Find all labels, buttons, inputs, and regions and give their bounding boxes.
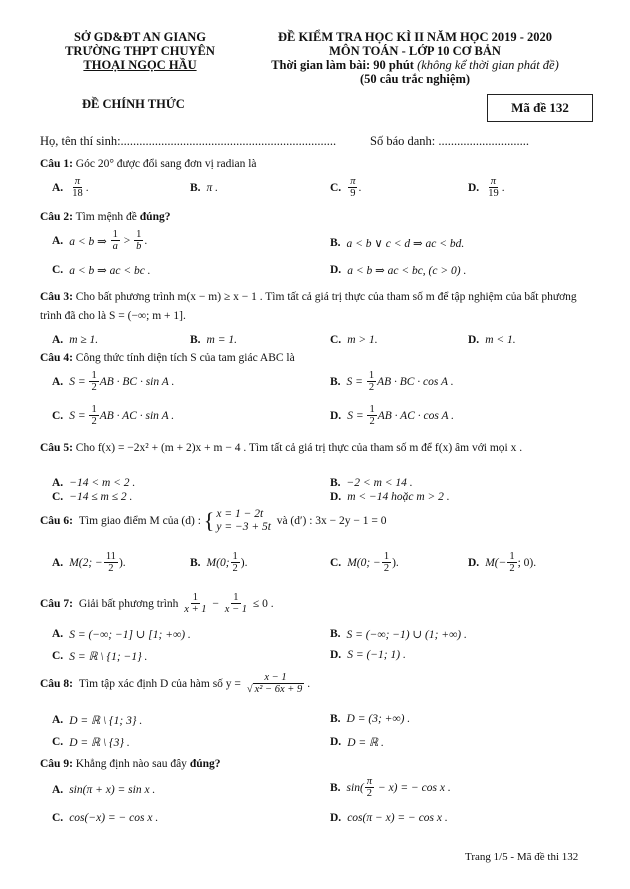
school-name-2: THOẠI NGỌC HẦU [83, 58, 197, 72]
question-5: Câu 5: Cho f(x) = −2x² + (m + 2)x + m − 4 . Tìm tất cả giá trị thực của tham số m để f(x) âm với mọi x . [40, 442, 523, 454]
q3-option-c: C. m > 1. [330, 334, 378, 346]
q1-option-a: A. $\frac{\pi}{18}$ . [52, 176, 89, 199]
q3-option-d: D. m < 1. [468, 334, 516, 346]
question-9: Câu 9: Khẳng định nào sau đây đúng? [40, 758, 221, 770]
question-count: (50 câu trắc nghiệm) [359, 72, 471, 86]
question-4: Câu 4: Công thức tính diện tích S của tam giác ABC là [40, 352, 295, 364]
q6-option-c: C. M(0; − $\frac{1}{2}$ ). [330, 551, 399, 574]
q7-option-b: B. S = (−∞; −1) ∪ (1; +∞) . [330, 628, 467, 641]
exam-title: ĐỀ KIỂM TRA HỌC KÌ II NĂM HỌC 2019 - 2020 [277, 30, 553, 44]
q5-option-d: D. m < −14 hoặc m > 2 . [330, 491, 450, 503]
q5-option-a: A. −14 < m < 2 . [52, 477, 136, 489]
q2-option-c: C. a < b ⇒ ac < bc . [52, 264, 151, 277]
q4-option-d: D. S = $\frac{1}{2}$ AB · AC · cos A . [330, 404, 455, 427]
student-id-line: Số báo danh: ............................. [370, 134, 530, 148]
exam-code-box: Mã đề 132 [487, 94, 593, 122]
question-1: Câu 1: Góc 20° được đổi sang đơn vị radian là [40, 158, 257, 170]
q6-option-d: D. M(− $\frac{1}{2}$ ; 0). [468, 551, 537, 574]
q1-option-b: B. π . [190, 182, 219, 194]
question-6: Câu 6: Tìm giao điểm M của (d) : { x = 1 − 2t y = −3 + 5t và (d′) : 3x − 2y − 1 = 0 [40, 508, 387, 533]
q1-option-c: C. $\frac{\pi}{9}$ . [330, 176, 362, 199]
q2-option-a: A. a < b ⇒ $\frac{1}{a}$ > $\frac{1}{b}$ . [52, 229, 148, 252]
time-line: Thời gian làm bài: 90 phút (không kể thời gian phát đề) [271, 58, 559, 72]
official-label: ĐỀ CHÍNH THỨC [82, 97, 185, 111]
q5-option-b: B. −2 < m < 14 . [330, 477, 413, 489]
question-7: Câu 7: Giải bất phương trình $\frac{1}{x + 1}$ − $\frac{1}{x - 1}$ ≤ 0 . [40, 592, 274, 615]
q8-option-c: C. D = ℝ \ {3} . [52, 736, 130, 749]
q9-option-a: A. sin(π + x) = sin x . [52, 784, 156, 796]
q3-option-a: A. m ≥ 1. [52, 334, 99, 346]
q6-option-a: A. M(2; − $\frac{11}{2}$ ). [52, 551, 126, 574]
subject-line: MÔN TOÁN - LỚP 10 CƠ BẢN [329, 44, 501, 58]
q7-option-c: C. S = ℝ \ {1; −1} . [52, 650, 148, 663]
q6-option-b: B. M(0; $\frac{1}{2}$ ). [190, 551, 248, 574]
department-name: SỞ GD&ĐT AN GIANG [73, 30, 207, 44]
q8-option-d: D. D = ℝ . [330, 736, 384, 749]
q3-option-b: B. m = 1. [190, 334, 237, 346]
q4-option-a: A. S = $\frac{1}{2}$ AB · BC · sin A . [52, 370, 175, 393]
header-right [250, 30, 580, 86]
q8-option-a: A. D = ℝ \ {1; 3} . [52, 714, 143, 727]
q4-option-c: C. S = $\frac{1}{2}$ AB · AC · sin A . [52, 404, 175, 427]
page-footer: Trang 1/5 - Mã đề thi 132 [465, 851, 579, 863]
q7-option-a: A. S = (−∞; −1] ∪ [1; +∞) . [52, 628, 191, 641]
q7-option-d: D. S = (−1; 1) . [330, 649, 406, 661]
question-8: Câu 8: Tìm tập xác định D của hàm số y = $\frac{x - 1}{\text{√ x² − 6x + 9}}$ . [40, 672, 311, 695]
q2-option-b: B. a < b ∨ c < d ⇒ ac < bd. [330, 237, 465, 250]
q1-option-d: D. $\frac{\pi}{19}$ . [468, 176, 505, 199]
school-name: TRƯỜNG THPT CHUYÊN [65, 44, 215, 58]
q8-option-b: B. D = (3; +∞) . [330, 713, 411, 725]
q9-option-b: B. sin( $\frac{\pi}{2}$ − x) = − cos x . [330, 776, 451, 799]
question-3: Câu 3: Cho bất phương trình m(x − m) ≥ x − 1 . Tìm tất cả giá trị thực của tham số m để tập nghiệm của bất phương trình đã cho là S = (−∞; m + 1]. [40, 291, 577, 322]
header-left [40, 30, 240, 72]
q2-option-d: D. a < b ⇒ ac < bc, (c > 0) . [330, 264, 467, 277]
q4-option-b: B. S = $\frac{1}{2}$ AB · BC · cos A . [330, 370, 454, 393]
student-name-line: Họ, tên thí sinh:..................................................................... [40, 134, 337, 148]
q5-option-c: C. −14 ≤ m ≤ 2 . [52, 491, 133, 503]
q9-option-d: D. cos(π − x) = − cos x . [330, 812, 448, 824]
question-2: Câu 2: Tìm mệnh đề đúng? [40, 211, 171, 223]
q9-option-c: C. cos(−x) = − cos x . [52, 812, 159, 824]
